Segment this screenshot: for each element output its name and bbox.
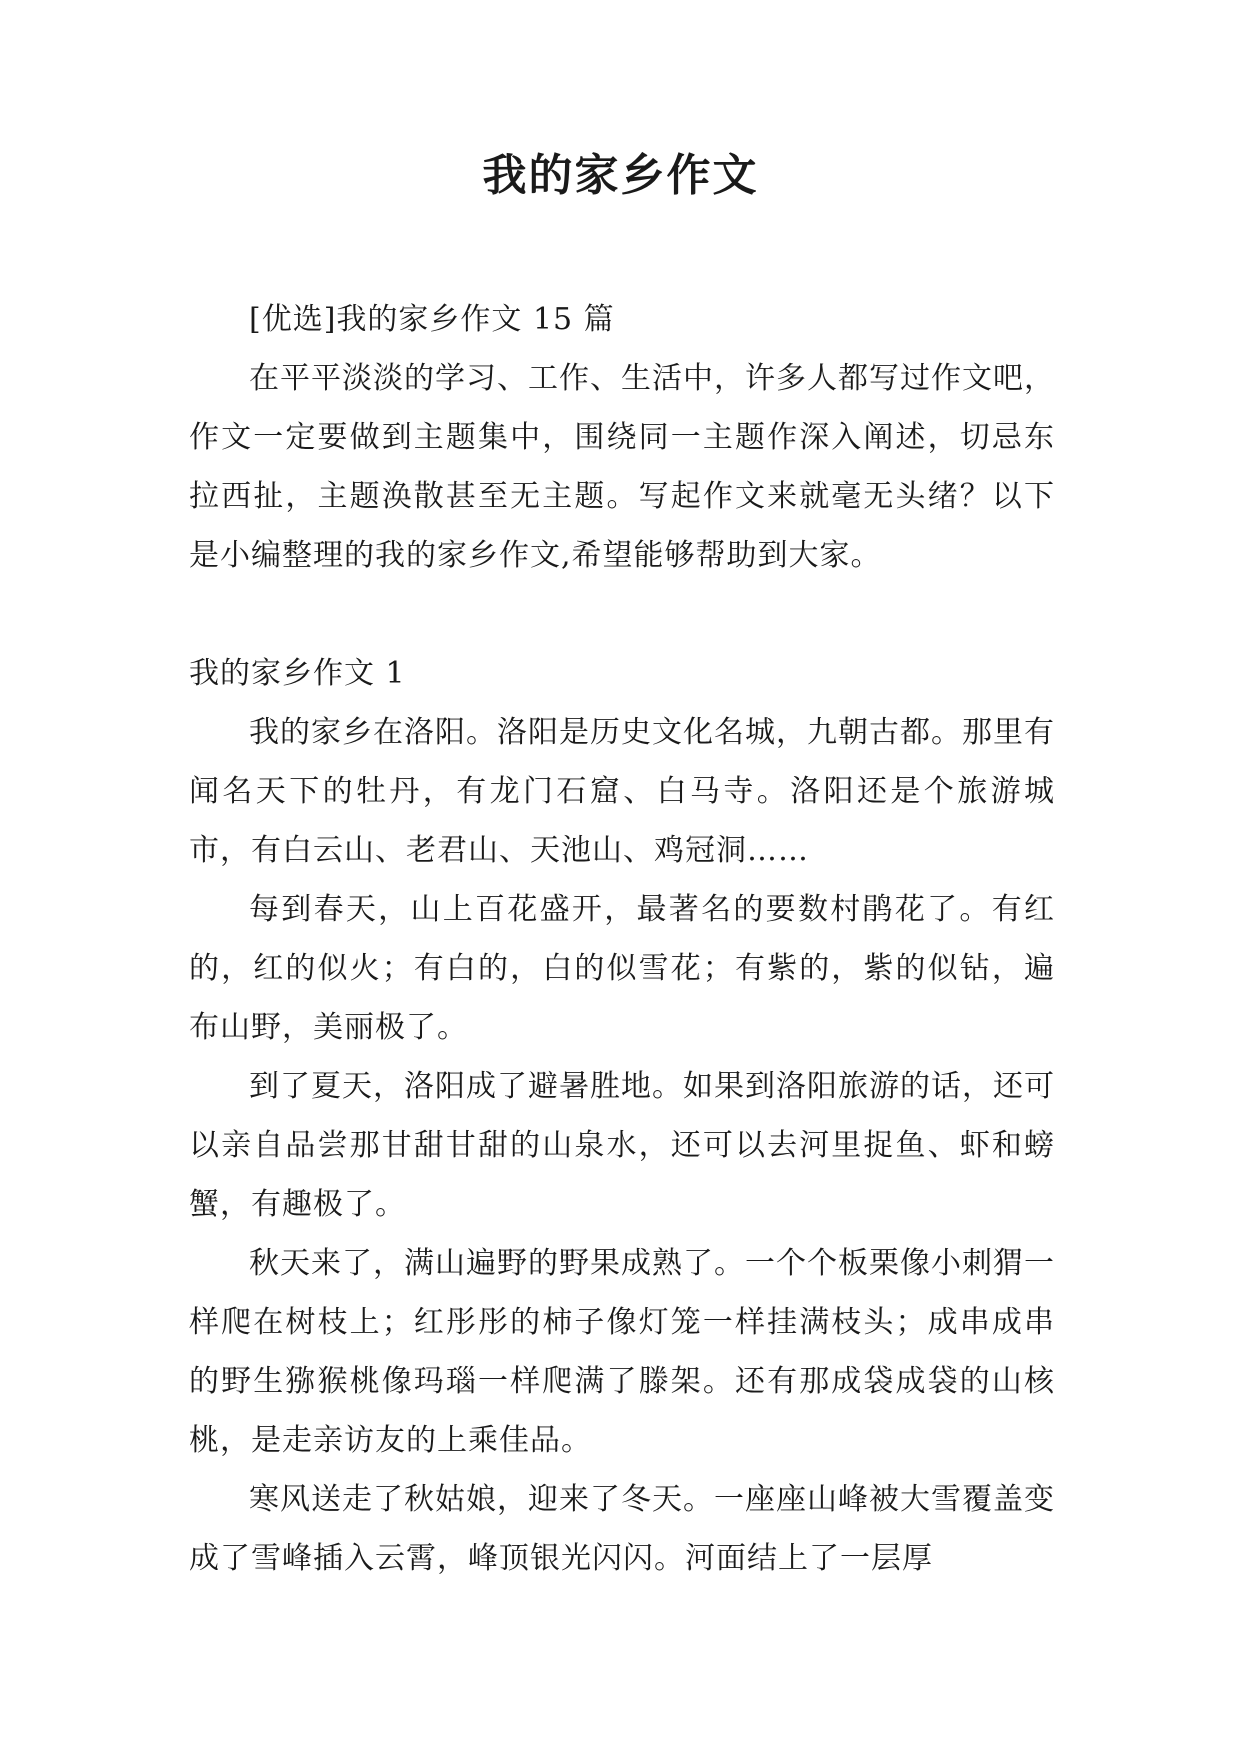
section-heading: 我的家乡作文 1 bbox=[189, 656, 406, 691]
paragraph-3: 到了夏天，洛阳成了避暑胜地。如果到洛阳旅游的话，还可以亲自品尝那甘甜甘甜的山泉水，还可以去河里捉鱼、虾和螃蟹，有趣极了。 bbox=[189, 1069, 1055, 1222]
paragraph-1: 我的家乡在洛阳。洛阳是历史文化名城，九朝古都。那里有闻名天下的牡丹，有龙门石窟、白马寺。洛阳还是个旅游城市，有白云山、老君山、天池山、鸡冠洞…… bbox=[189, 715, 1055, 868]
paragraph-5: 寒风送走了秋姑娘，迎来了冬天。一座座山峰被大雪覆盖变成了雪峰插入云霄，峰顶银光闪闪。河面结上了一层厚 bbox=[189, 1482, 1055, 1576]
paragraph-2: 每到春天，山上百花盛开，最著名的要数村鹃花了。有红的，红的似火；有白的，白的似雪花；有紫的，紫的似钻，遍布山野，美丽极了。 bbox=[189, 892, 1055, 1045]
intro-paragraph: 在平平淡淡的学习、工作、生活中，许多人都写过作文吧，作文一定要做到主题集中，围绕同一主题作深入阐述，切忌东拉西扯，主题涣散甚至无主题。写起作文来就毫无头绪？以下是小编整理的我的家乡作文,希望能够帮助到大家。 bbox=[189, 361, 1055, 573]
paragraph-4: 秋天来了，满山遍野的野果成熟了。一个个板栗像小刺猬一样爬在树枝上；红彤彤的柿子像灯笼一样挂满枝头；成串成串的野生猕猴桃像玛瑙一样爬满了滕架。还有那成袋成袋的山核桃，是走亲访友的上乘佳品。 bbox=[189, 1246, 1055, 1458]
document-subtitle: [优选]我的家乡作文 15 篇 bbox=[249, 302, 615, 337]
document-title: 我的家乡作文 bbox=[482, 150, 759, 201]
document-body bbox=[189, 290, 1055, 1588]
